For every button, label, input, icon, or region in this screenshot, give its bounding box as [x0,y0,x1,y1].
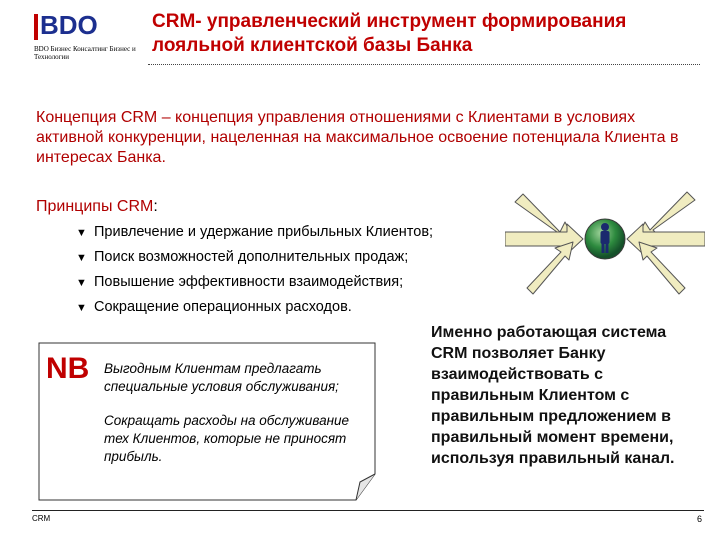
footer-label: CRM [32,514,51,523]
page-number: 6 [696,514,702,524]
concept-lead: Концепция CRM [36,109,158,126]
arrows-graphic [505,180,705,295]
triangle-bullet-icon: ▼ [76,227,87,239]
list-item [76,245,433,270]
converging-arrows-illustration [505,180,705,295]
logo-subtitle: BDO Бизнес Консалтинг Бизнес и Технологии [34,45,136,61]
logo-red-bar [34,14,38,40]
nb-text [104,360,366,482]
arrow-bottom-left-icon [527,242,573,294]
arrow-right-icon [627,224,705,254]
title-divider [148,64,700,65]
nb-label: NB [46,352,90,385]
footer-divider [32,510,704,511]
nb-line: Выгодным Клиентам предлагать специальные условия обслуживания; [104,361,339,394]
principles-heading [36,198,158,216]
nb-note-box [38,342,376,502]
triangle-bullet-icon: ▼ [76,252,87,264]
list-item-text: Привлечение и удержание прибыльных Клиентов; [94,224,434,240]
list-item-text: Поиск возможностей дополнительных продаж; [94,249,409,265]
list-item-text: Повышение эффективности взаимодействия; [94,274,404,290]
arrow-bottom-right-icon [639,242,685,294]
concept-paragraph [36,108,696,168]
list-item-text: Сокращение операционных расходов. [94,299,352,315]
nb-line: Сокращать расходы на обслуживание тех Клиентов, которые не приносят прибыль. [104,413,350,464]
principles-list [76,220,433,320]
principles-title: Принципы CRM [36,198,154,215]
crm-summary-text: Именно работающая система CRM позволяет Банку взаимодействовать с правильным Клиентом с правильным предложением в правильный момент времени, используя правильный канал. [431,324,675,467]
logo-text: BDO [40,10,98,40]
list-item [76,220,433,245]
arrow-top-left-icon [515,194,573,238]
list-item [76,270,433,295]
list-item [76,295,433,320]
arrow-top-right-icon [637,192,695,238]
principles-colon: : [153,198,158,215]
triangle-bullet-icon: ▼ [76,277,87,289]
triangle-bullet-icon: ▼ [76,302,87,314]
slide-title: CRM- управленческий инструмент формирования лояльной клиентской базы Банка [152,11,627,56]
concept-body: – концепция управления отношениями с Клиентами в условиях активной конкуренции, нацеленная на максимальное освоение потенциала Клиента в интересах Банка. [36,109,679,166]
